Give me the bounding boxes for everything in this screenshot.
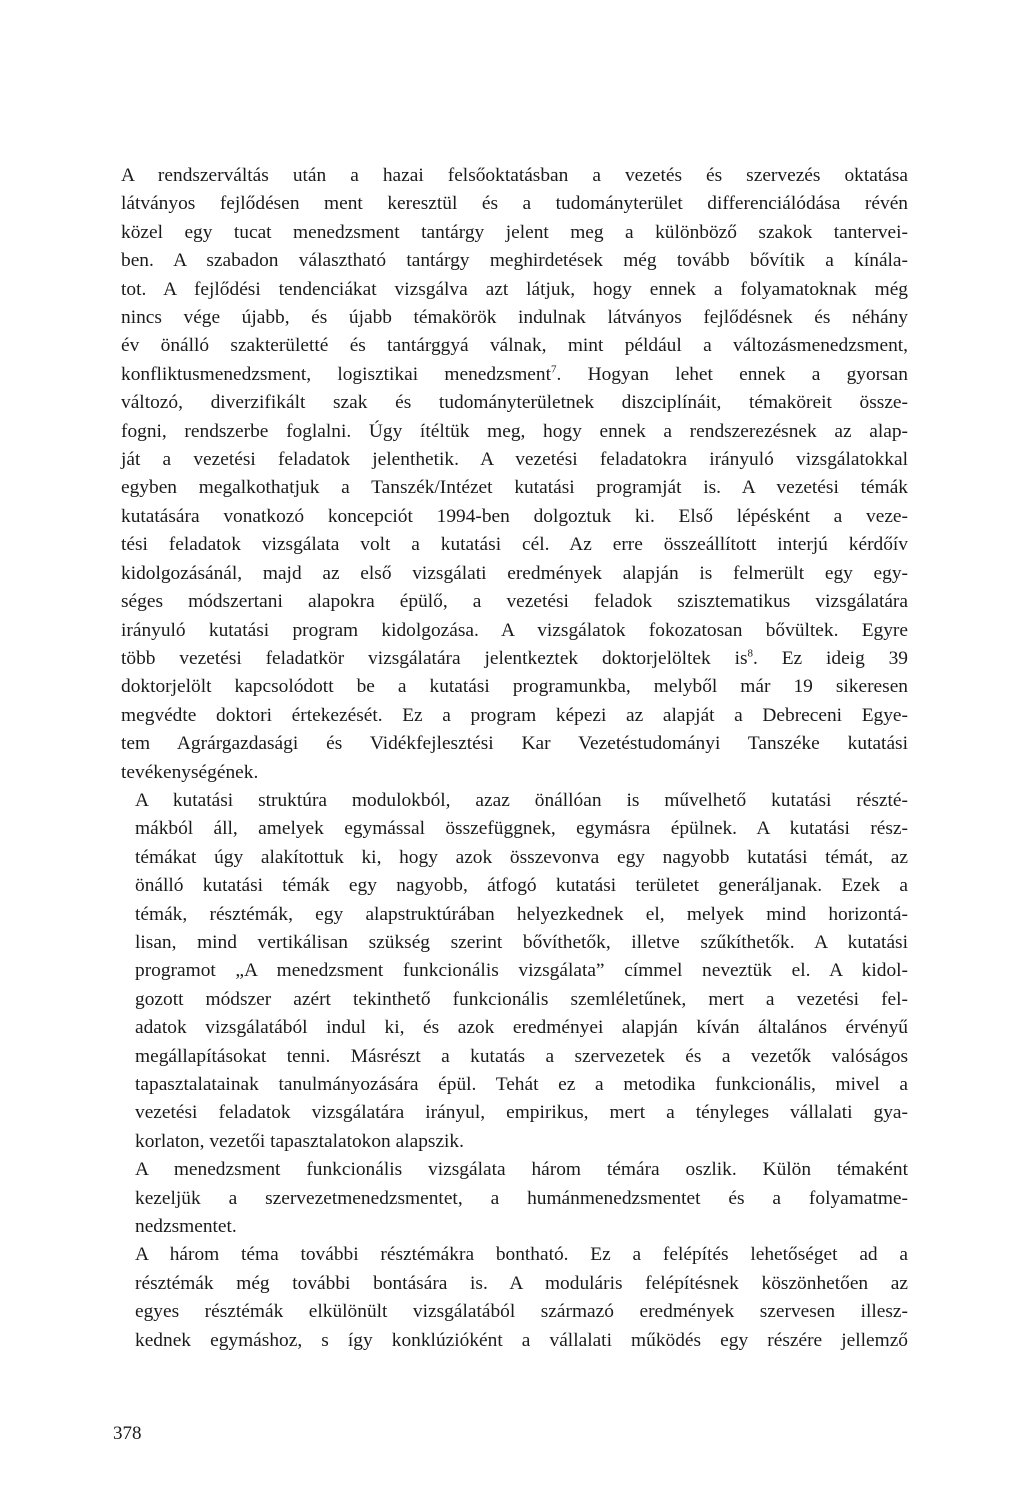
paragraph — [121, 1156, 908, 1241]
paragraph — [121, 162, 908, 787]
footnote-marker: 7 — [551, 363, 557, 376]
text-line: konfliktusmenedzsment, logisztikai menedzsment$^7$. Hogyan lehet ennek a gyorsan — [121, 363, 908, 385]
footnote-marker: 8 — [747, 647, 754, 660]
text-line: résztémák még további bontására is. A moduláris felépítésnek köszönhetően az — [135, 1272, 908, 1294]
text-line: látványos fejlődésen ment keresztül és a tudományterület differenciálódása révén — [121, 193, 908, 215]
text-line: gozott módszer azért tekinthető funkcionális szemléletűnek, mert a vezetési fel- — [135, 988, 908, 1010]
text-line: egyben megalkothatjuk a Tanszék/Intézet kutatási programját is. A vezetési témák — [121, 477, 908, 499]
text-line: témákat úgy alakítottuk ki, hogy azok összevonva egy nagyobb kutatási témát, az — [135, 846, 908, 868]
text-line: megvédte doktori értekezését. Ez a program képezi az alapját a Debreceni Egye- — [121, 704, 908, 726]
text-line: tem Agrárgazdasági és Vidékfejlesztési Kar Vezetéstudományi Tanszéke kutatási — [121, 733, 908, 755]
text-line: fogni, rendszerbe foglalni. Úgy ítéltük meg, hogy ennek a rendszerezésnek az alap- — [121, 420, 908, 442]
text-line: adatok vizsgálatából indul ki, és azok eredményei alapján kíván általános érvényű — [135, 1017, 908, 1039]
text-line: doktorjelölt kapcsolódott be a kutatási programunkba, melyből már 19 sikeresen — [121, 676, 908, 698]
paragraph — [121, 787, 908, 1156]
text-line: ját a vezetési feladatok jelenthetik. A vezetési feladatokra irányuló vizsgálatokkal — [121, 449, 908, 471]
text-line: vezetési feladatok vizsgálatára irányul, empirikus, mert a tényleges vállalati gya- — [135, 1102, 908, 1124]
text-line: témák, résztémák, egy alapstruktúrában helyezkednek el, melyek mind horizontá- — [135, 903, 908, 925]
page-number: 378 — [113, 1423, 142, 1444]
text-line: irányuló kutatási program kidolgozása. A vizsgálatok fokozatosan bővültek. Egyre — [121, 619, 908, 641]
text-line: mákból áll, amelyek egymással összefüggnek, egymásra épülnek. A kutatási rész- — [135, 818, 908, 840]
text-line: önálló kutatási témák egy nagyobb, átfogó kutatási területet generáljanak. Ezek a — [135, 875, 908, 897]
text-line: A kutatási struktúra modulokból, azaz önállóan is művelhető kutatási részté- — [135, 789, 908, 811]
paragraph — [121, 1241, 908, 1355]
text-line: A menedzsment funkcionális vizsgálata három témára oszlik. Külön témaként — [135, 1159, 908, 1181]
text-line: változó, diverzifikált szak és tudományterületnek diszciplínáit, témaköreit össze- — [121, 392, 908, 414]
page-body — [121, 162, 908, 1355]
text-line: megállapításokat tenni. Másrészt a kutatás a szervezetek és a vezetők valóságos — [135, 1045, 908, 1067]
text-line: ben. A szabadon választható tantárgy meghirdetések még tovább bővítik a kínála- — [121, 250, 908, 272]
text-line: közel egy tucat menedzsment tantárgy jelent meg a különböző szakok tantervei- — [121, 221, 908, 243]
text-line: nedzsmentet. — [135, 1216, 237, 1238]
text-line: lisan, mind vertikálisan szükség szerint bővíthetők, illetve szűkíthetők. A kutatási — [135, 931, 908, 953]
text-line: év önálló szakterületté és tantárggyá válnak, mint például a változásmenedzsment, — [121, 335, 908, 357]
text-line: séges módszertani alapokra épülő, a vezetési feladok szisztematikus vizsgálatára — [121, 591, 908, 613]
text-line: nincs vége újabb, és újabb témakörök indulnak látványos fejlődésnek és néhány — [121, 307, 908, 329]
text-line: tevékenységének. — [121, 761, 259, 783]
text-line: tapasztalatainak tanulmányozására épül. Tehát ez a metodika funkcionális, mivel a — [135, 1074, 908, 1095]
text-line: tot. A fejlődési tendenciákat vizsgálva azt látjuk, hogy ennek a folyamatoknak még — [121, 278, 908, 300]
text-line: egyes résztémák elkülönült vizsgálatából származó eredmények szervesen illesz- — [135, 1301, 908, 1323]
text-line: több vezetési feladatkör vizsgálatára jelentkeztek doktorjelöltek $is^8$. Ez ideig 39 — [121, 647, 908, 669]
text-line: korlaton, vezetői tapasztalatokon alapszik. — [135, 1130, 464, 1152]
text-line: tési feladatok vizsgálata volt a kutatási cél. Az erre összeállított interjú kérdőív — [121, 534, 908, 556]
text-line: kezeljük a szervezetmenedzsmentet, a humánmenedzsmentet és a folyamatme- — [135, 1187, 908, 1209]
text-line: programot „A menedzsment funkcionális vizsgálata” címmel neveztük el. A kidol- — [135, 960, 908, 982]
text-line: kutatására vonatkozó koncepciót 1994-ben dolgoztuk ki. Első lépésként a veze- — [121, 505, 908, 527]
text-line: A három téma további résztémákra bontható. Ez a felépítés lehetőséget ad a — [135, 1244, 908, 1266]
text-line: kidolgozásánál, majd az első vizsgálati eredmények alapján is felmerült egy egy- — [121, 562, 908, 584]
text-line: A rendszerváltás után a hazai felsőoktatásban a vezetés és szervezés oktatása — [121, 165, 908, 186]
text-line: kednek egymáshoz, s így konklúzióként a vállalati működés egy részére jellemző — [135, 1329, 908, 1351]
